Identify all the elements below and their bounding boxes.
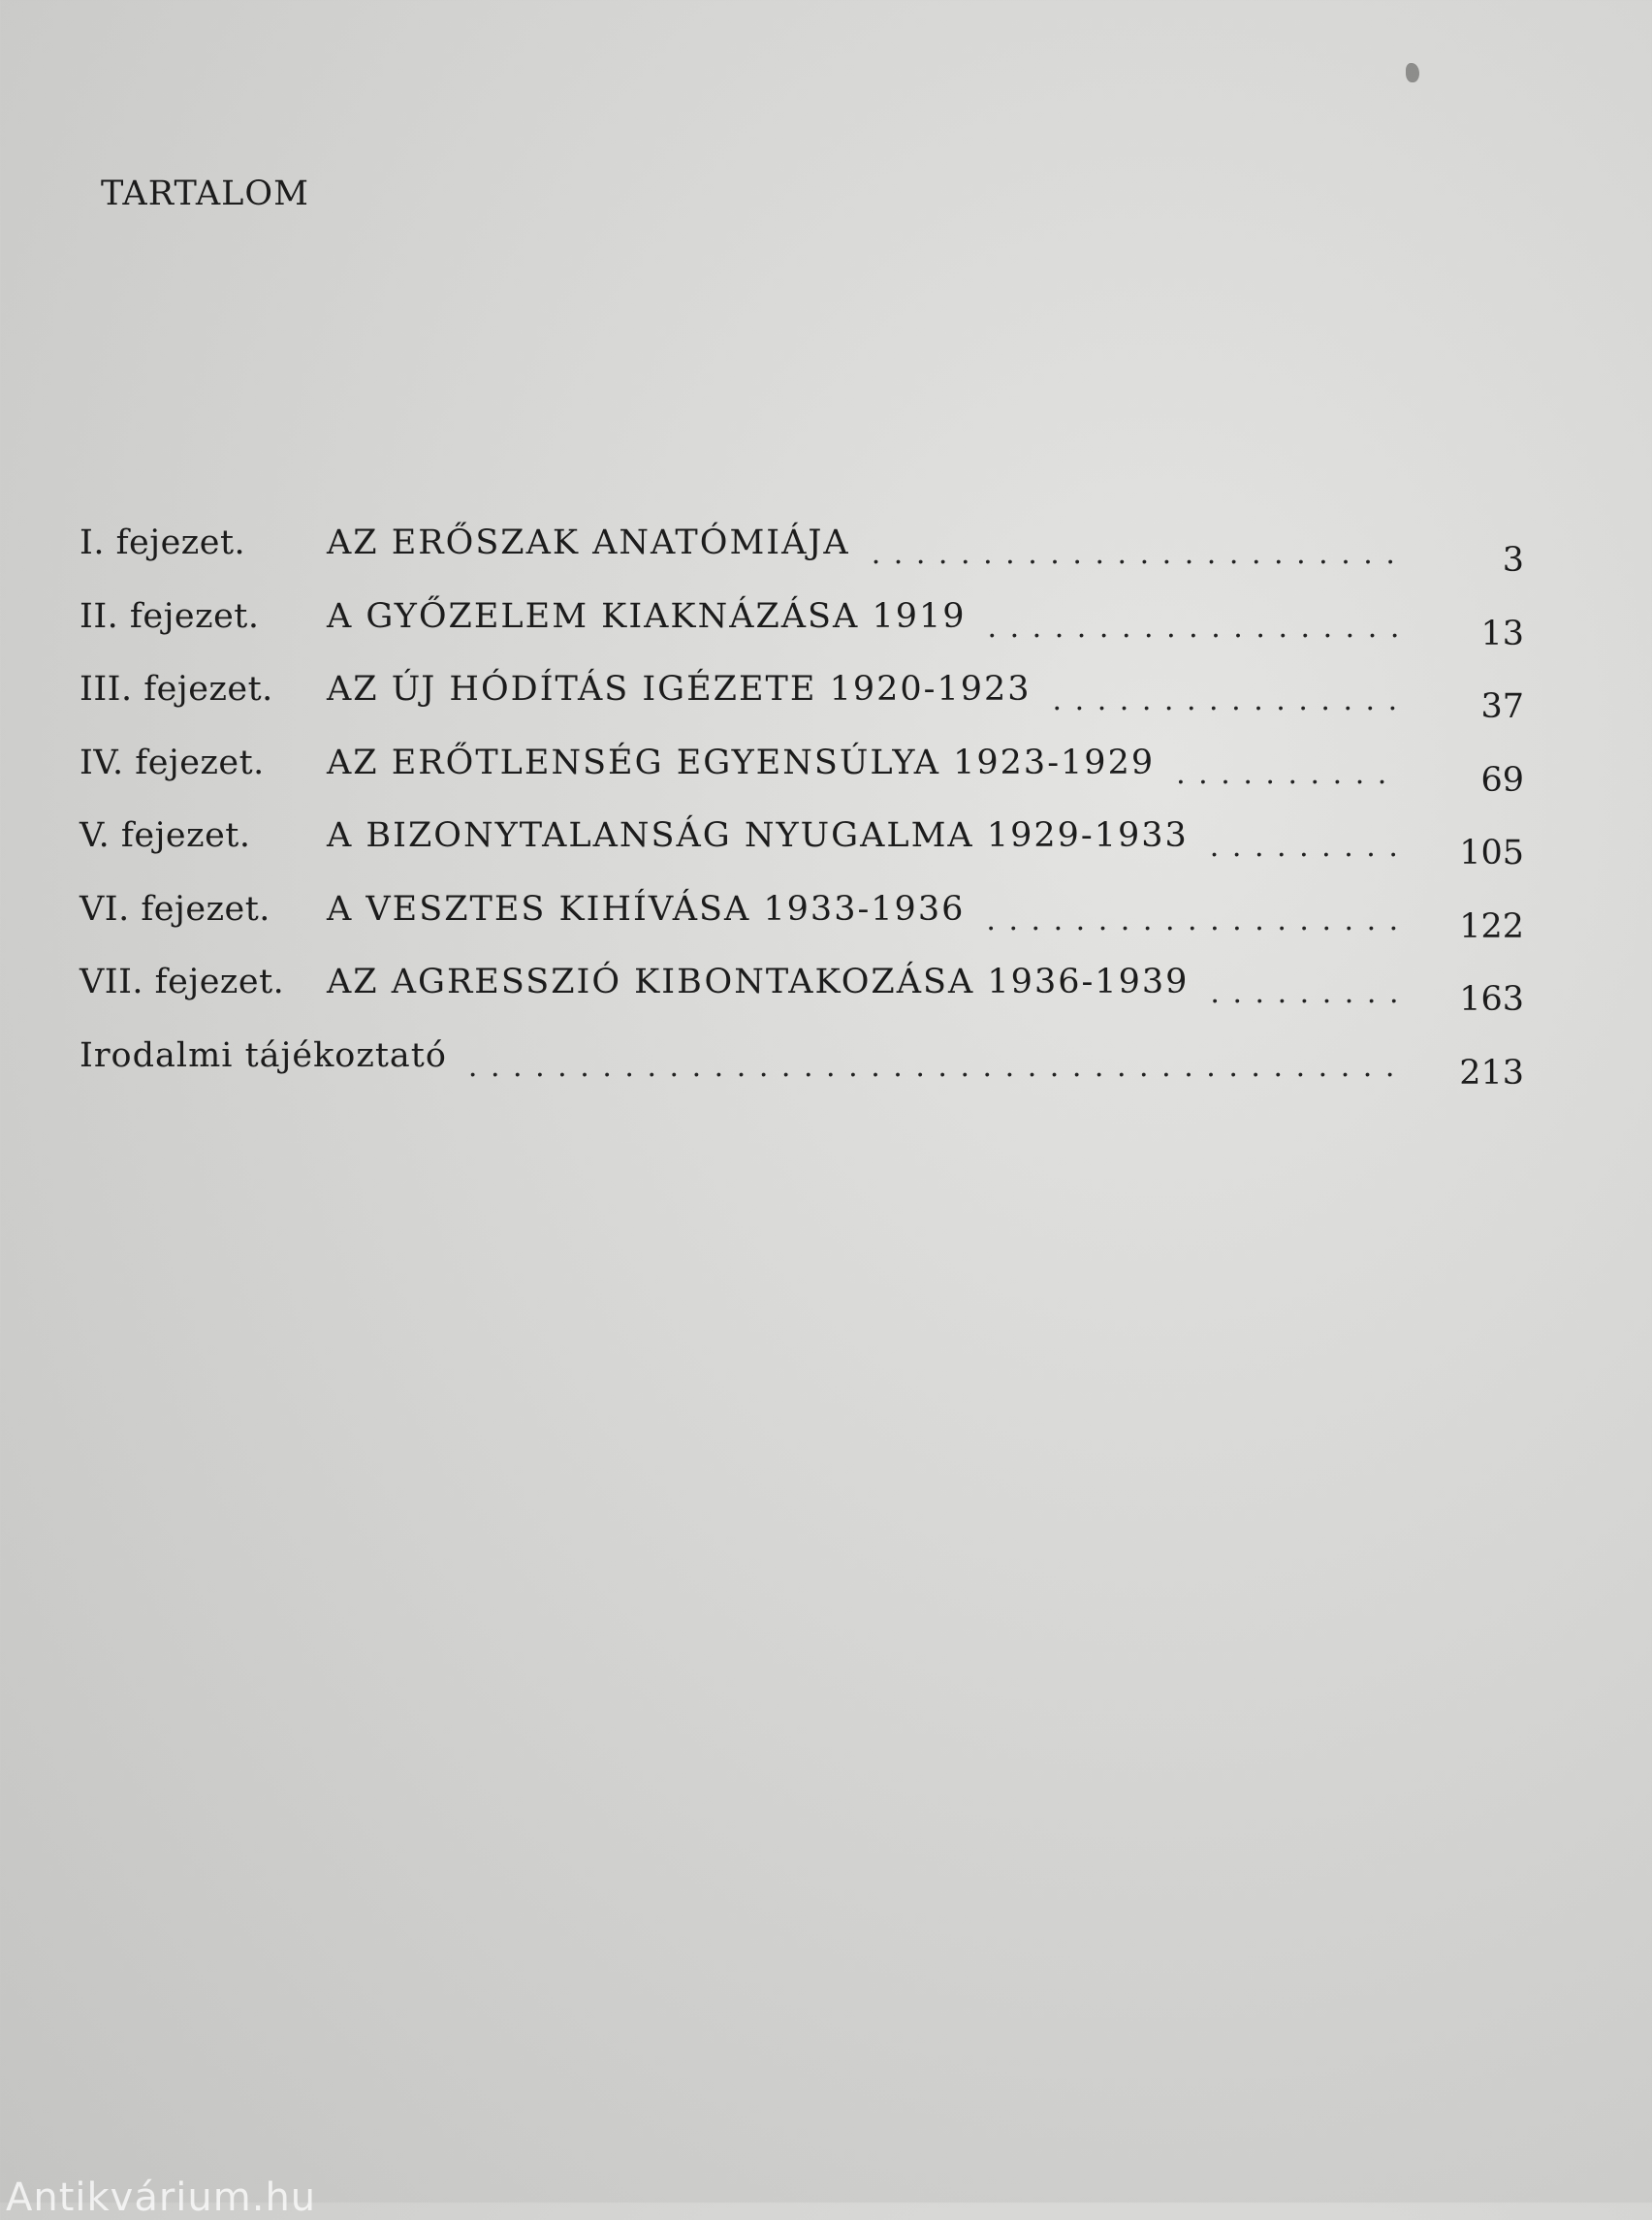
dot-leader (1176, 744, 1400, 791)
toc-row (79, 816, 1524, 890)
page-number: 122 (1459, 906, 1524, 946)
toc-row (79, 744, 1524, 817)
toc-entry-label (79, 744, 1155, 782)
toc-entry-label (79, 816, 1189, 855)
toc-row (79, 597, 1524, 671)
page-number: 163 (1459, 980, 1524, 1019)
page-number: 13 (1480, 614, 1524, 653)
page-number: 37 (1480, 687, 1524, 726)
page-number: 105 (1459, 834, 1524, 872)
dot-leader (988, 597, 1400, 645)
page-number: 3 (1502, 541, 1524, 580)
chapter-title: AZ ÚJ HÓDÍTÁS IGÉZETE 1920-1923 (327, 670, 1032, 709)
chapter-title: AZ ERŐTLENSÉG EGYENSÚLYA 1923-1929 (327, 743, 1156, 782)
toc-row (79, 890, 1524, 964)
chapter-number: VII. fejezet. (79, 963, 285, 1001)
chapter-number: III. fejezet. (79, 670, 273, 709)
page-number: 69 (1480, 760, 1524, 800)
toc-entry-label (79, 670, 1032, 709)
dot-leader (986, 890, 1400, 937)
chapter-number: I. fejezet. (79, 523, 246, 562)
ink-speck (1406, 63, 1419, 82)
chapter-number: IV. fejezet. (79, 743, 265, 782)
toc-entry-label (79, 523, 850, 562)
dot-leader (468, 1036, 1400, 1084)
dot-leader (1210, 816, 1400, 864)
chapter-title: A GYŐZELEM KIAKNÁZÁSA 1919 (327, 596, 967, 636)
page-number: 213 (1459, 1053, 1524, 1093)
watermark-text: Antikvárium.hu (6, 2175, 317, 2220)
toc-row (79, 963, 1524, 1036)
toc-row (79, 1036, 1524, 1110)
dot-leader (1053, 670, 1400, 717)
toc-row (79, 670, 1524, 744)
toc-row (79, 523, 1524, 597)
chapter-title: AZ ERŐSZAK ANATÓMIÁJA (327, 523, 850, 562)
toc-entry-label (79, 890, 965, 929)
table-of-contents (79, 523, 1524, 1109)
page-title: TARTALOM (101, 174, 309, 213)
chapter-number: VI. fejezet. (79, 889, 270, 929)
chapter-title: A VESZTES KIHÍVÁSA 1933-1936 (327, 889, 966, 929)
dot-leader (1210, 963, 1400, 1010)
chapter-number: II. fejezet. (79, 596, 260, 636)
toc-entry-label (79, 597, 967, 636)
chapter-title: AZ AGRESSZIÓ KIBONTAKOZÁSA 1936-1939 (327, 963, 1190, 1001)
dot-leader (872, 523, 1400, 571)
toc-entry-label (79, 963, 1189, 1001)
chapter-number: V. fejezet. (79, 816, 251, 855)
appendix-title: Irodalmi tájékoztató (79, 1035, 447, 1075)
chapter-title: A BIZONYTALANSÁG NYUGALMA 1929-1933 (327, 816, 1189, 855)
toc-entry-label (79, 1036, 447, 1075)
